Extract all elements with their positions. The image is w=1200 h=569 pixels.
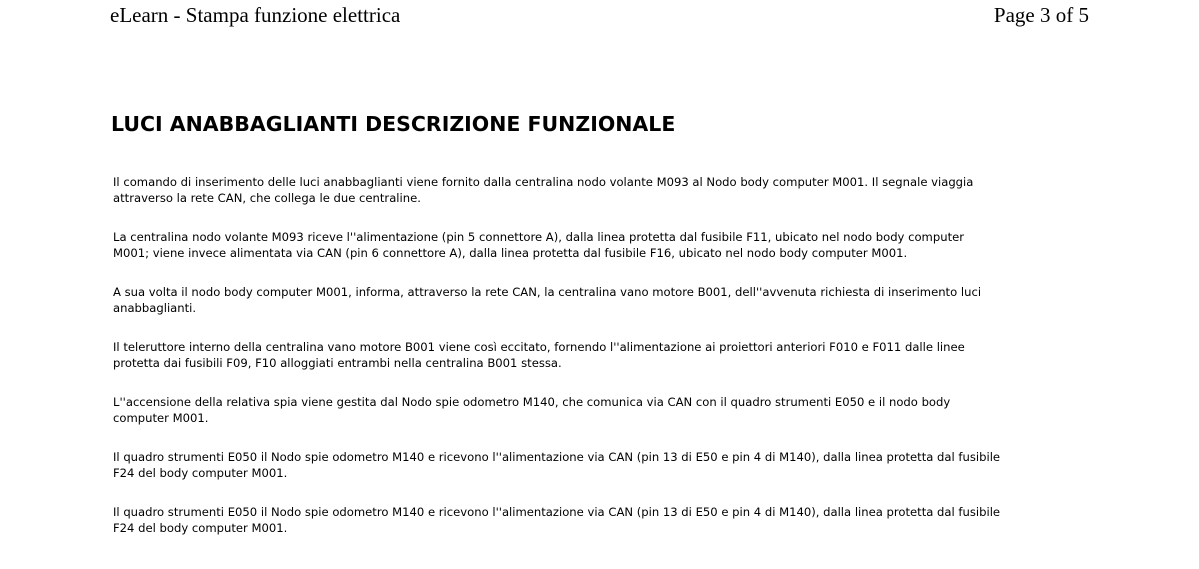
paragraph [113, 229, 1103, 261]
paragraph [113, 339, 1103, 371]
paragraph [113, 394, 1103, 426]
paragraph [113, 449, 1103, 481]
paragraph-line: attraverso la rete CAN, che collega le due centraline. [113, 191, 421, 205]
paragraph-line: protetta dai fusibili F09, F10 alloggiati entrambi nella centralina B001 stessa. [113, 356, 562, 370]
paragraph-line: La centralina nodo volante M093 riceve l''alimentazione (pin 5 connettore A), dalla linea protetta dal fusibile F11, ubicato nel nodo body computer [113, 230, 965, 244]
paragraph-line: Il quadro strumenti E050 il Nodo spie odometro M140 e ricevono l''alimentazione via CAN (pin 13 di E50 e pin 4 di M140), dalla linea protetta dal fusibile [113, 505, 1001, 519]
paragraph-line: F24 del body computer M001. [113, 521, 288, 535]
paragraph-line: F24 del body computer M001. [113, 466, 288, 480]
paragraph-line: Il comando di inserimento delle luci anabbaglianti viene fornito dalla centralina nodo volante M093 al Nodo body computer M001. Il segnale viaggia [113, 175, 974, 189]
paragraph-line: A sua volta il nodo body computer M001, informa, attraverso la rete CAN, la centralina vano motore B001, dell''avvenuta richiesta di inserimento luci [113, 285, 982, 299]
paragraph-line: Il teleruttore interno della centralina vano motore B001 viene così eccitato, fornendo l''alimentazione ai proiettori anteriori F010 e F011 dalle linee [113, 340, 965, 354]
paragraph-line: L''accensione della relativa spia viene gestita dal Nodo spie odometro M140, che comunica via CAN con il quadro strumenti E050 e il nodo body [113, 395, 951, 409]
document-title: LUCI ANABBAGLIANTI DESCRIZIONE FUNZIONALE [111, 112, 676, 136]
paragraph-line: Il quadro strumenti E050 il Nodo spie odometro M140 e ricevono l''alimentazione via CAN (pin 13 di E50 e pin 4 di M140), dalla linea protetta dal fusibile [113, 450, 1001, 464]
paragraph [113, 174, 1103, 206]
paragraph [113, 284, 1103, 316]
paragraph [113, 504, 1103, 536]
document-body [113, 174, 1103, 559]
paragraph-line: computer M001. [113, 411, 209, 425]
page-number: Page 3 of 5 [993, 3, 1089, 27]
paragraph-line: M001; viene invece alimentata via CAN (pin 6 connettore A), dalla linea protetta dal fusibile F16, ubicato nel nodo body computer M001. [113, 246, 908, 260]
header-title: eLearn - Stampa funzione elettrica [110, 3, 401, 27]
paragraph-line: anabbaglianti. [113, 301, 197, 315]
